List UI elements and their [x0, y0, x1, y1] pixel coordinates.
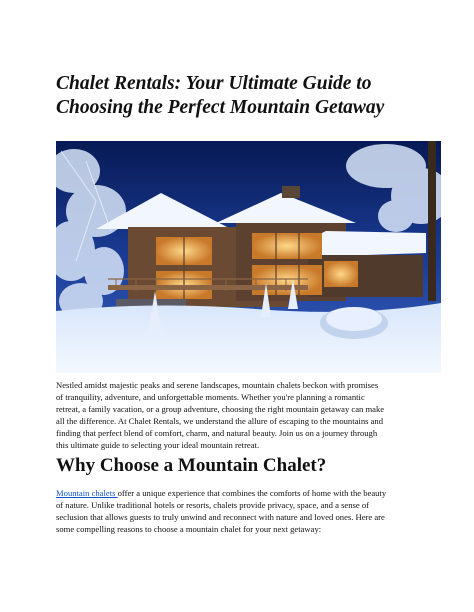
section-line-1-rest: offer a unique experience that combines the comforts of home with the beauty	[117, 488, 387, 498]
title-line-1: Chalet Rentals: Your Ultimate Guide to	[56, 73, 372, 94]
intro-line: finding that perfect blend of comfort, charm, and natural beauty. Join us on a journey through	[56, 428, 378, 439]
section-paragraph	[56, 487, 426, 535]
intro-line: this ultimate guide to selecting your ideal mountain retreat.	[56, 440, 260, 451]
intro-line: of tranquility, adventure, and unforgettable moments. Whether you're planning a romantic	[56, 392, 365, 403]
intro-line: retreat, a family vacation, or a group adventure, choosing the right mountain getaway can make	[56, 404, 385, 415]
section-heading: Why Choose a Mountain Chalet?	[56, 455, 327, 476]
section-line: seclusion that allows guests to truly unwind and reconnect with nature and loved ones. Here are	[56, 512, 385, 523]
section-line	[56, 487, 426, 499]
mountain-chalets-link[interactable]: Mountain chalets	[56, 488, 118, 498]
intro-line: Nestled amidst majestic peaks and serene landscapes, mountain chalets beckon with promises	[56, 380, 379, 390]
intro-line: all the difference. At Chalet Rentals, we understand the allure of escaping to the mountains and	[56, 416, 384, 427]
title-line-2: Choosing the Perfect Mountain Getaway	[56, 97, 385, 118]
section-line: of nature. Unlike traditional hotels or resorts, chalets provide privacy, space, and a sense of	[56, 500, 370, 511]
section-line: some compelling reasons to choose a mountain chalet for your next getaway:	[56, 524, 322, 535]
chalet-photo	[56, 141, 441, 373]
intro-paragraph	[56, 379, 426, 452]
document-title	[56, 72, 436, 120]
